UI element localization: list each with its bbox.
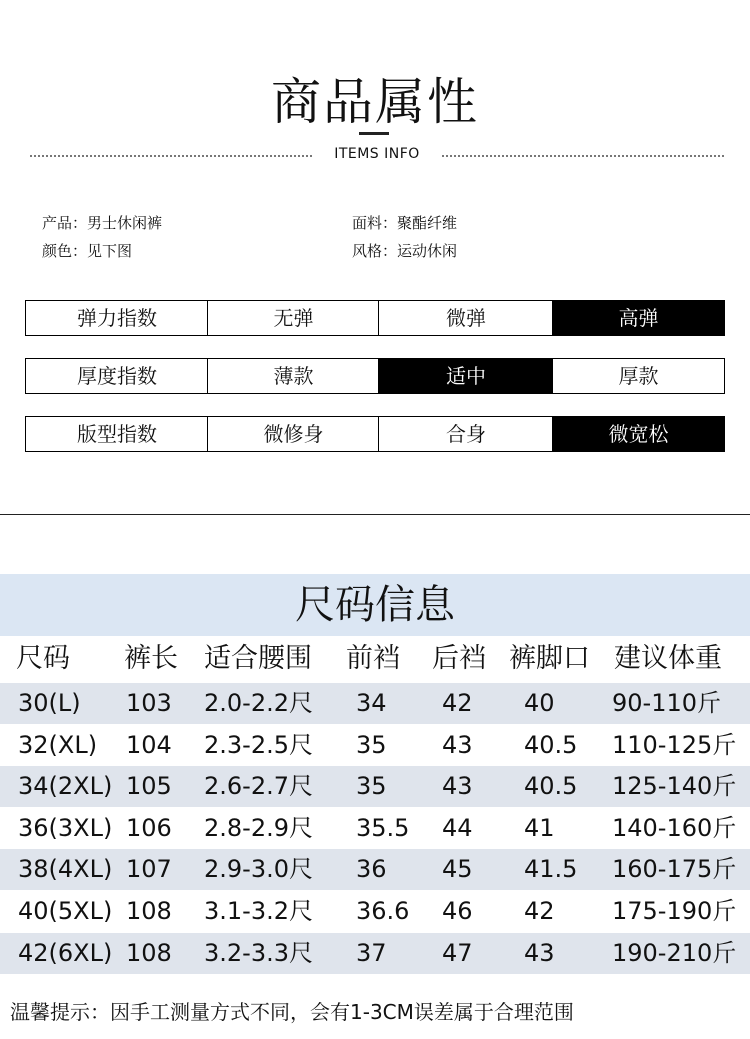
attribute-option: 薄款: [207, 358, 380, 394]
table-cell: 40.5: [524, 730, 578, 759]
table-cell: 37: [356, 938, 387, 967]
table-cell: 42(6XL): [18, 938, 113, 967]
table-cell: 40: [524, 689, 555, 717]
table-cell: 107: [126, 855, 172, 884]
table-cell: 45: [442, 855, 473, 884]
size-table-header-cell: 前裆: [346, 643, 400, 674]
table-cell: 44: [442, 813, 473, 842]
size-table-header: [0, 636, 750, 682]
attribute-option: 无弹: [207, 300, 380, 336]
table-cell: 40(5XL): [18, 897, 113, 925]
table-cell: 32(XL): [18, 730, 98, 759]
attribute-label: 厚度指数: [25, 358, 209, 394]
table-cell: 46: [442, 897, 473, 925]
dotted-divider-right: [442, 155, 724, 157]
subtitle-row: [30, 146, 724, 166]
table-cell: 104: [126, 730, 172, 759]
attribute-row: [25, 300, 725, 338]
table-cell: 38(4XL): [18, 855, 113, 884]
table-cell: 41.5: [524, 855, 578, 884]
table-cell: 42: [442, 689, 473, 717]
table-cell: 2.6-2.7尺: [204, 772, 313, 801]
table-cell: 108: [126, 938, 172, 967]
size-table-header-cell: 裤脚口: [509, 643, 590, 674]
table-row: [0, 933, 750, 974]
attribute-option: 合身: [378, 416, 554, 452]
table-cell: 190-210斤: [612, 938, 737, 967]
size-table-header-cell: 尺码: [16, 643, 70, 674]
table-cell: 103: [126, 689, 172, 717]
info-product: 产品：男士休闲裤: [42, 214, 163, 232]
table-cell: 36: [356, 855, 387, 884]
table-cell: 43: [442, 730, 473, 759]
attribute-label: 弹力指数: [25, 300, 209, 336]
table-cell: 30(L): [18, 689, 81, 717]
table-cell: 2.3-2.5尺: [204, 730, 313, 759]
subtitle: ITEMS INFO: [334, 146, 420, 162]
title-underline: [359, 132, 389, 135]
table-cell: 35.5: [356, 813, 410, 842]
table-cell: 3.2-3.3尺: [204, 938, 313, 967]
table-cell: 175-190斤: [612, 897, 737, 925]
table-cell: 106: [126, 813, 172, 842]
table-row: [0, 683, 750, 724]
table-cell: 43: [442, 772, 473, 801]
table-cell: 90-110斤: [612, 689, 722, 717]
table-cell: 35: [356, 730, 387, 759]
table-cell: 34(2XL): [18, 772, 113, 801]
table-cell: 47: [442, 938, 473, 967]
table-cell: 43: [524, 938, 555, 967]
section-divider: [0, 514, 750, 515]
size-table-header-cell: 后裆: [432, 643, 486, 674]
table-cell: 36.6: [356, 897, 410, 925]
table-cell: 3.1-3.2尺: [204, 897, 313, 925]
table-cell: 2.9-3.0尺: [204, 855, 313, 884]
attribute-option-selected: 适中: [378, 358, 554, 394]
attribute-option-selected: 微宽松: [552, 416, 725, 452]
table-cell: 40.5: [524, 772, 578, 801]
size-section-title: 尺码信息: [0, 574, 750, 636]
table-cell: 42: [524, 897, 555, 925]
attribute-option-selected: 高弹: [552, 300, 725, 336]
table-cell: 125-140斤: [612, 772, 737, 801]
attribute-option: 厚款: [552, 358, 725, 394]
attribute-row: [25, 358, 725, 396]
table-cell: 105: [126, 772, 172, 801]
attribute-label: 版型指数: [25, 416, 209, 452]
size-table-header-cell: 裤长: [124, 643, 178, 674]
attribute-row: [25, 416, 725, 454]
table-cell: 36(3XL): [18, 813, 113, 842]
info-style: 风格：运动休闲: [352, 242, 458, 260]
table-cell: 2.0-2.2尺: [204, 689, 313, 717]
table-cell: 41: [524, 813, 555, 842]
table-row: [0, 725, 750, 766]
table-cell: 108: [126, 897, 172, 925]
info-color: 颜色：见下图: [42, 242, 133, 260]
table-row: [0, 849, 750, 890]
table-cell: 34: [356, 689, 387, 717]
size-table-header-cell: 适合腰围: [204, 643, 312, 674]
table-row: [0, 808, 750, 849]
table-cell: 35: [356, 772, 387, 801]
size-table-header-cell: 建议体重: [614, 643, 722, 674]
table-cell: 2.8-2.9尺: [204, 813, 313, 842]
table-cell: 140-160斤: [612, 813, 737, 842]
table-row: [0, 766, 750, 807]
measurement-note: 温馨提示：因手工测量方式不同，会有1-3CM误差属于合理范围: [10, 1000, 574, 1024]
table-row: [0, 891, 750, 932]
attribute-option: 微修身: [207, 416, 380, 452]
info-fabric: 面料：聚酯纤维: [352, 214, 458, 232]
table-cell: 160-175斤: [612, 855, 737, 884]
page-title: 商品属性: [271, 73, 479, 131]
attribute-option: 微弹: [378, 300, 554, 336]
table-cell: 110-125斤: [612, 730, 737, 759]
